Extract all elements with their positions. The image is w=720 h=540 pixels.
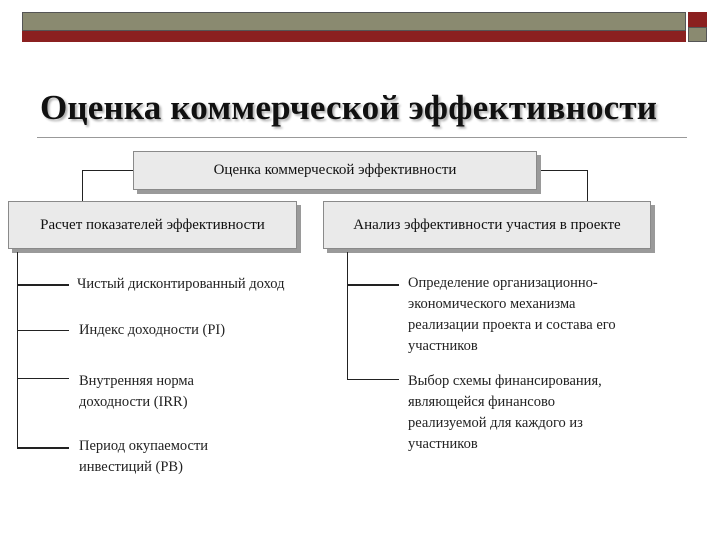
header-bar-olive [22, 12, 686, 31]
item-line: Внутренняя норма [79, 373, 194, 389]
connector-root-right-h [537, 170, 588, 171]
left-tree-tick-3 [17, 378, 69, 379]
item-line: реализуемой для каждого из [408, 415, 583, 431]
header-corner-red [688, 12, 707, 27]
connector-root-left-h [82, 170, 133, 171]
left-tree-tick-2 [17, 330, 69, 331]
item-line: инвестиций (PB) [79, 459, 183, 475]
item-line: участников [408, 338, 478, 354]
left-tree-tick-4 [17, 447, 69, 449]
right-tree-tick-1 [347, 284, 399, 286]
header-bar-red [22, 31, 686, 42]
item-line: являющейся финансово [408, 394, 555, 410]
item-line: Период окупаемости [79, 438, 209, 454]
right-tree-trunk [347, 252, 348, 380]
right-item-financing [408, 371, 602, 455]
left-tree-tick-1 [17, 284, 69, 286]
left-item-pi [79, 320, 225, 341]
connector-root-right-v [587, 170, 588, 201]
item-line: Индекс доходности (PI) [79, 322, 226, 338]
item-line: Чистый дисконтированный доход [77, 276, 285, 292]
right-branch-node [323, 201, 651, 249]
root-node-label: Оценка коммерческой эффективности [213, 162, 457, 178]
item-line: Выбор схемы финансирования, [408, 373, 602, 389]
connector-root-left-v [82, 170, 83, 201]
left-tree-trunk [17, 252, 18, 448]
left-item-npv [77, 274, 284, 295]
right-item-mechanism [408, 273, 616, 357]
left-branch-node [8, 201, 297, 249]
left-item-irr [79, 371, 194, 413]
header-corner-olive [688, 27, 707, 42]
right-tree-tick-2 [347, 379, 399, 380]
item-line: Определение организационно- [408, 275, 598, 291]
item-line: экономического механизма [408, 296, 576, 312]
item-line: доходности (IRR) [79, 394, 188, 410]
root-node [133, 151, 537, 190]
left-item-pb [79, 436, 208, 478]
item-line: участников [408, 436, 478, 452]
right-branch-label: Анализ эффективности участия в проекте [353, 216, 621, 233]
left-branch-label: Расчет показателей эффективности [40, 216, 265, 233]
title-divider [37, 137, 687, 138]
slide-title: Оценка коммерческой эффективности [40, 88, 658, 127]
item-line: реализации проекта и состава его [408, 317, 616, 333]
